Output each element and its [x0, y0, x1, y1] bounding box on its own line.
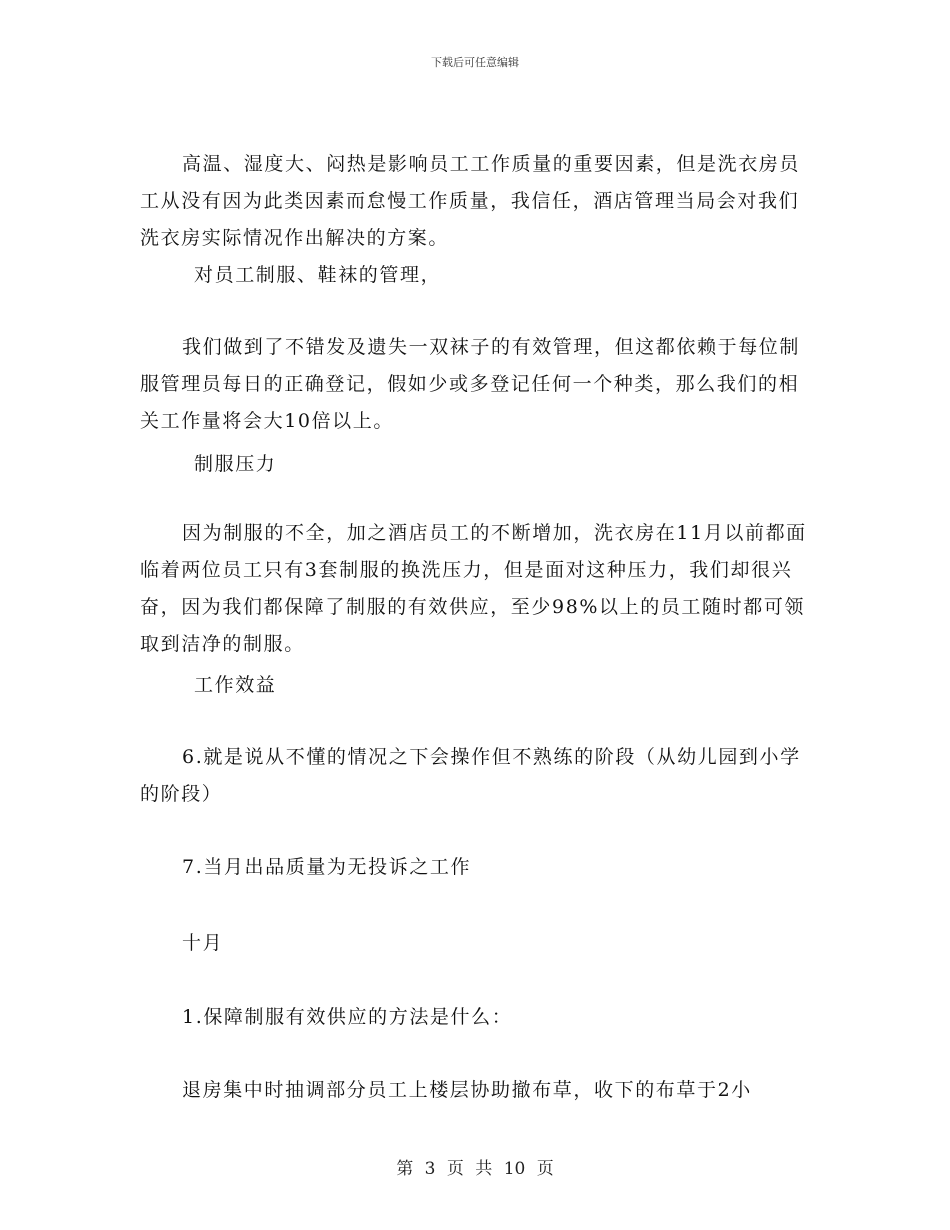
month-heading-october: 十月 — [182, 932, 224, 954]
list-item-6: 6.就是说从不懂的情况之下会操作但不熟练的阶段（从幼儿园到小学的阶段） — [140, 746, 801, 805]
section-heading-uniform-management: 对员工制服、鞋袜的管理， — [194, 264, 442, 286]
list-item-7: 7.当月出品质量为无投诉之工作 — [182, 856, 472, 878]
paragraph-high-temperature: 高温、湿度大、闷热是影响员工工作质量的重要因素，但是洗衣房员工从没有因为此类因素而怠慢工作质量，我信任，酒店管理当局会对我们洗衣房实际情况作出解决的方案。 — [140, 153, 801, 249]
list-item-1: 1.保障制服有效供应的方法是什么： — [182, 1006, 513, 1028]
page-footer: 第 3 页 共 10 页 — [396, 1159, 554, 1179]
paragraph-checkout-linen: 退房集中时抽调部分员工上楼层协助撤布草，收下的布草于2小 — [182, 1079, 752, 1101]
page-header: 下载后可任意编辑 — [431, 56, 519, 69]
paragraph-uniform-management: 我们做到了不错发及遗失一双袜子的有效管理，但这都依赖于每位制服管理员每日的正确登记，假如少或多登记任何一个种类，那么我们的相关工作量将会大10倍以上。 — [140, 336, 801, 432]
section-heading-uniform-pressure: 制服压力 — [194, 453, 277, 475]
section-heading-work-efficiency: 工作效益 — [194, 674, 277, 696]
paragraph-uniform-pressure: 因为制服的不全，加之酒店员工的不断增加，洗衣房在11月以前都面临着两位员工只有3套制服的换洗压力，但是面对这种压力，我们却很兴奋，因为我们都保障了制服的有效供应，至少98%以上的员工随时都可领取到洁净的制服。 — [140, 522, 807, 655]
